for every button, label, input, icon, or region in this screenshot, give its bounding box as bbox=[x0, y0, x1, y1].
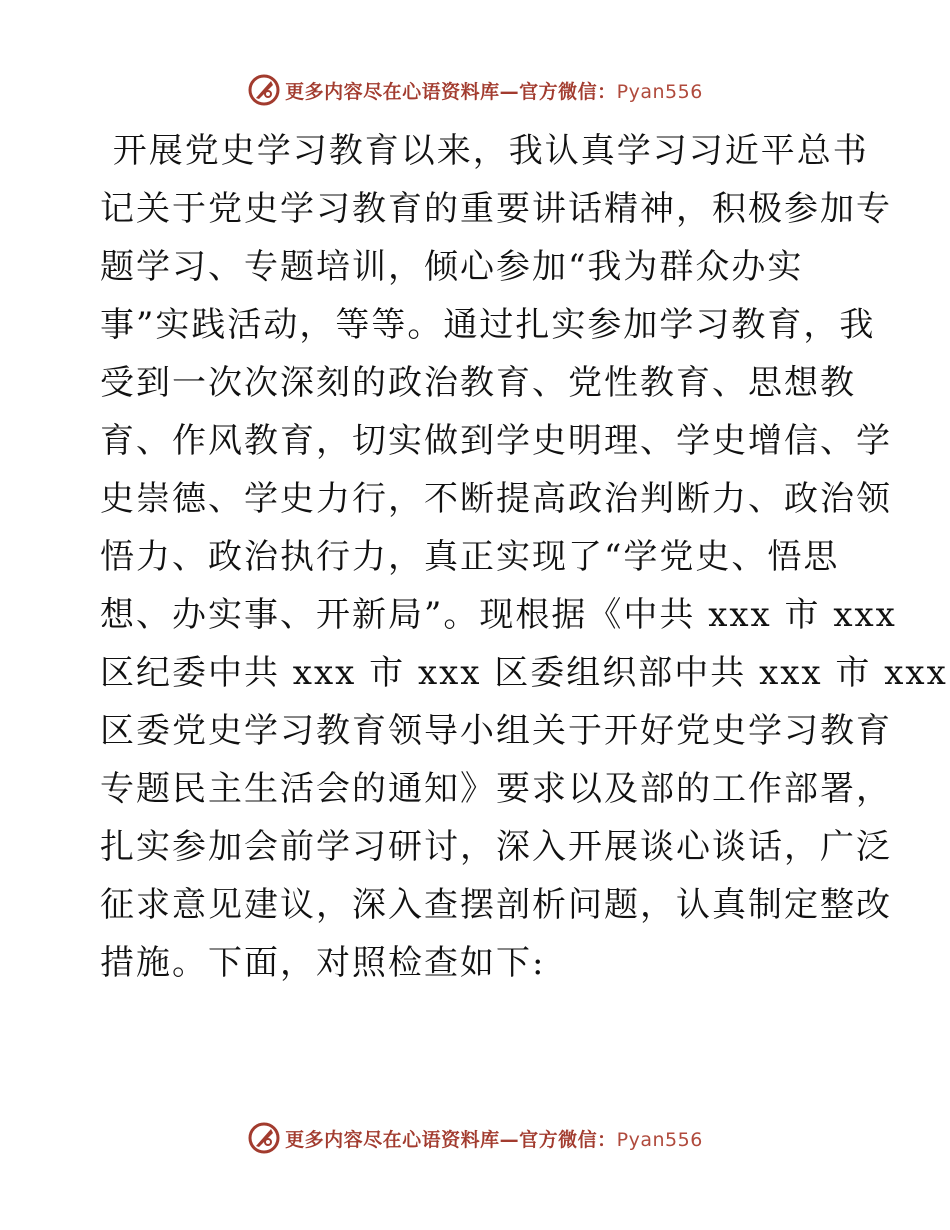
body-line: 想、办实事、开新局”。现根据《中共 xxx 市 xxx bbox=[100, 595, 897, 635]
body-line: 史崇德、学史力行，不断提高政治判断力、政治领 bbox=[100, 479, 892, 519]
body-line: 区委党史学习教育领导小组关于开好党史学习教育 bbox=[100, 711, 892, 751]
watermark-label: 更多内容尽在心语资料库—官方微信： bbox=[285, 80, 617, 103]
watermark-text bbox=[285, 1125, 703, 1152]
watermark-account: Pyan556 bbox=[616, 80, 703, 103]
body-line: 征求意见建议，深入查摆剖析问题，认真制定整改 bbox=[100, 885, 892, 925]
body-line: 开展党史学习教育以来，我认真学习习近平总书 bbox=[100, 131, 869, 171]
body-line: 扎实参加会前学习研讨，深入开展谈心谈话，广泛 bbox=[100, 827, 892, 867]
body-line: 记关于党史学习教育的重要讲话精神，积极参加专 bbox=[100, 189, 892, 229]
quill-logo-icon bbox=[247, 73, 281, 107]
body-line: 育、作风教育，切实做到学史明理、学史增信、学 bbox=[100, 421, 892, 461]
watermark-label: 更多内容尽在心语资料库—官方微信： bbox=[285, 1128, 617, 1151]
body-line: 事”实践活动，等等。通过扎实参加学习教育，我 bbox=[100, 305, 876, 345]
header-watermark bbox=[0, 70, 950, 110]
document-body bbox=[100, 122, 948, 992]
watermark-text bbox=[285, 77, 703, 104]
body-line: 专题民主生活会的通知》要求以及部的工作部署， bbox=[100, 769, 892, 809]
body-line: 题学习、专题培训，倾心参加“我为群众办实 bbox=[100, 247, 804, 287]
watermark-account: Pyan556 bbox=[616, 1128, 703, 1151]
body-line: 区纪委中共 xxx 市 xxx 区委组织部中共 xxx 市 xxx bbox=[100, 653, 948, 693]
body-line: 悟力、政治执行力，真正实现了“学党史、悟思 bbox=[100, 537, 840, 577]
footer-watermark bbox=[0, 1118, 950, 1158]
quill-logo-icon bbox=[247, 1121, 281, 1155]
body-line: 措施。下面，对照检查如下: bbox=[100, 943, 546, 983]
body-line: 受到一次次深刻的政治教育、党性教育、思想教 bbox=[100, 363, 856, 403]
